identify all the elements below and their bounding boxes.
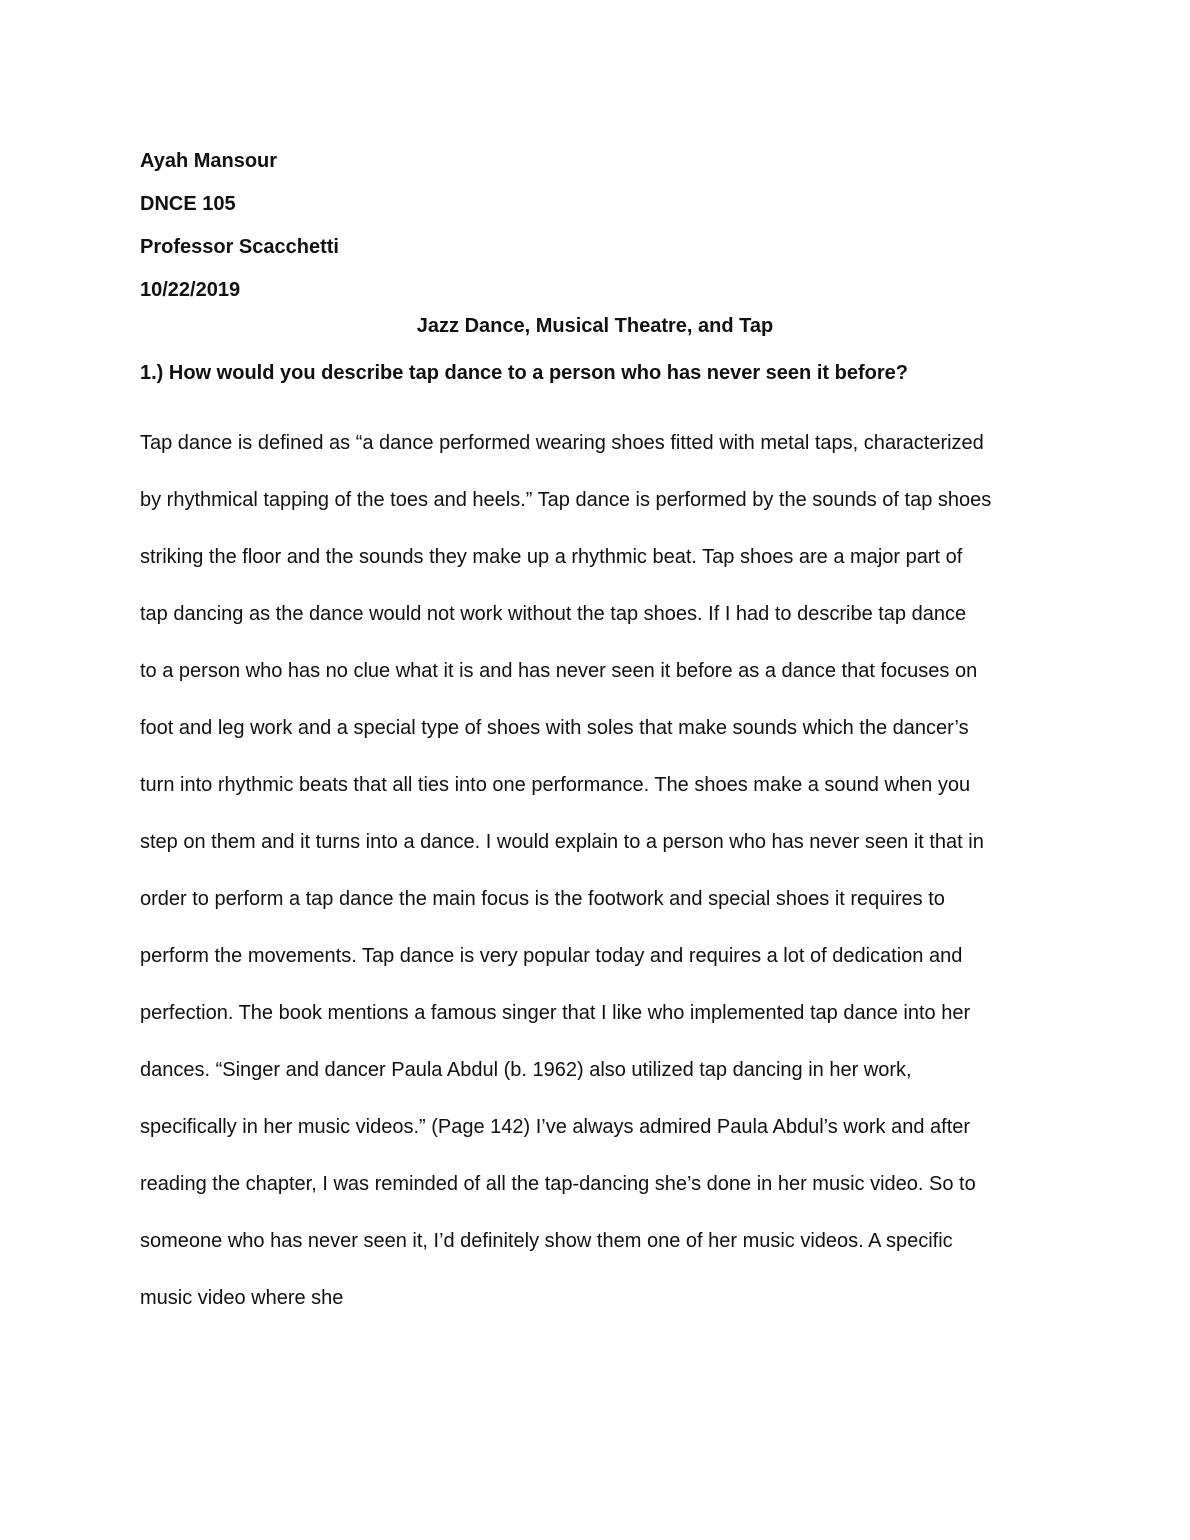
course-code: DNCE 105 xyxy=(140,193,236,215)
paragraph-line: foot and leg work and a special type of shoes with soles that make sounds which the dancer’s xyxy=(140,717,969,739)
paragraph-line: to a person who has no clue what it is and has never seen it before as a dance that focuses on xyxy=(140,660,978,682)
paragraph-line: Tap dance is defined as “a dance performed wearing shoes fitted with metal taps, characterized xyxy=(140,432,984,454)
paragraph-line: specifically in her music videos.” (Page 142) I’ve always admired Paula Abdul’s work and after xyxy=(140,1116,971,1138)
question-heading: 1.) How would you describe tap dance to a person who has never seen it before? xyxy=(140,362,908,384)
paragraph-line: perform the movements. Tap dance is very popular today and requires a lot of dedication and xyxy=(140,945,963,967)
professor-name: Professor Scacchetti xyxy=(140,236,339,258)
paragraph-line: perfection. The book mentions a famous singer that I like who implemented tap dance into her xyxy=(140,1002,971,1024)
answer-paragraph xyxy=(140,415,1060,1327)
paragraph-line: step on them and it turns into a dance. I would explain to a person who has never seen it that in xyxy=(140,831,984,853)
paragraph-line: music video where she xyxy=(140,1287,344,1309)
paragraph-line: striking the floor and the sounds they make up a rhythmic beat. Tap shoes are a major part of xyxy=(140,546,963,568)
student-header xyxy=(140,140,1060,312)
document-title: Jazz Dance, Musical Theatre, and Tap xyxy=(416,315,774,337)
student-name: Ayah Mansour xyxy=(140,150,278,172)
submission-date: 10/22/2019 xyxy=(140,279,241,301)
paragraph-line: order to perform a tap dance the main focus is the footwork and special shoes it requires to xyxy=(140,888,945,910)
paragraph-line: someone who has never seen it, I’d definitely show them one of her music videos. A specific xyxy=(140,1230,953,1252)
paragraph-line: by rhythmical tapping of the toes and heels.” Tap dance is performed by the sounds of tap shoes xyxy=(140,489,992,511)
paragraph-line: reading the chapter, I was reminded of all the tap-dancing she’s done in her music video. So to xyxy=(140,1173,976,1195)
paragraph-line: turn into rhythmic beats that all ties into one performance. The shoes make a sound when you xyxy=(140,774,971,796)
paragraph-line: dances. “Singer and dancer Paula Abdul (b. 1962) also utilized tap dancing in her work, xyxy=(140,1059,912,1081)
paragraph-line: tap dancing as the dance would not work without the tap shoes. If I had to describe tap dance xyxy=(140,603,967,625)
